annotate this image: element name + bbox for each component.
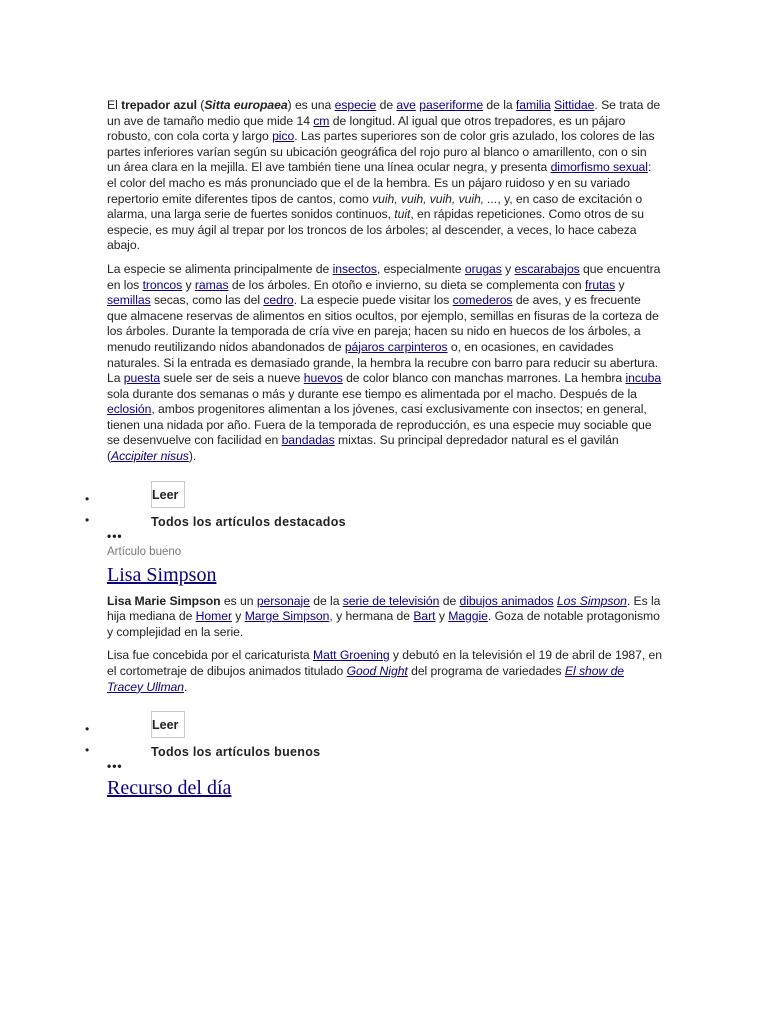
list-item	[85, 743, 663, 760]
text-run: es un	[220, 593, 257, 608]
text-run: de longitud. Al igual que otros trepadores, es un pájaro robusto, con cola corta y largo	[107, 113, 626, 144]
article-link[interactable]: bandadas	[281, 433, 335, 448]
featured-article	[107, 98, 663, 465]
italic-text: tuit	[394, 207, 411, 222]
all-featured-articles-link[interactable]: Todos los artículos destacados	[151, 514, 346, 529]
text-run: ).	[188, 449, 197, 464]
text-run: de	[376, 98, 397, 112]
text-run: y	[501, 261, 515, 276]
article-link[interactable]: eclosión	[107, 402, 152, 417]
text-run: El	[107, 98, 122, 112]
more-options-icon[interactable]: •••	[107, 528, 123, 543]
good-paragraph-2	[107, 648, 663, 695]
article-link[interactable]: dibujos animados	[459, 593, 554, 608]
text-run: y	[435, 609, 449, 624]
article-link[interactable]: cm	[313, 113, 330, 128]
main-content	[85, 98, 663, 801]
article-link[interactable]: Homer	[195, 609, 232, 624]
bullet-icon: •	[85, 743, 90, 758]
text-run: , y hermana de	[329, 609, 414, 624]
text-run: de aves, y es frecuente que almacene reservas de alimentos en sitios ocultos, por ejemplo, semillas en fisuras de la corteza de los árboles. Durante la temporada de cría vive en pareja; hacen su nido en huecos de los árboles, a menudo reutilizando nidos abandonados de	[107, 293, 659, 354]
text-run: de los árboles. En otoño e invierno, su dieta se complementa con	[228, 277, 585, 292]
text-run: mixtas. Su principal depredador natural es el gavilán (	[107, 433, 619, 464]
article-link[interactable]: comederos	[452, 293, 513, 308]
article-link[interactable]: paseriforme	[419, 98, 484, 112]
text-run: que encuentra en los	[107, 261, 661, 292]
text-run: . Goza de notable protagonismo y complejidad en la serie.	[107, 609, 660, 639]
text-run: . Las partes superiores son de color gris azulado, los colores de las partes inferiores varían según su ubicación geográfica del rojo puro al blanco o amarillento, con o sin un área clara en la mejilla. El ave también tiene una línea ocular negra, y presenta	[107, 129, 655, 175]
text-run: , ambos progenitores alimentan a los jóvenes, casi exclusivamente con insectos; en general, tienen una nidada por año. Fuera de la temporada de reproducción, es una especie muy sociable que se desenvuelve con facilidad en	[107, 402, 652, 448]
article-link[interactable]: orugas	[464, 261, 502, 276]
text-run: sola durante dos semanas o más y durante ese tiempo es alimentada por el macho. Después de la	[107, 386, 637, 401]
list-item	[85, 481, 663, 513]
bold-term: Lisa Marie Simpson	[107, 593, 221, 608]
featured-paragraph-2	[107, 262, 663, 465]
text-run: del programa de variedades	[407, 664, 565, 679]
text-run: o, en ocasiones, en cavidades naturales. Si la entrada es demasiado grande, la hembra la recubre con barro para reducir su abertura. La	[107, 339, 659, 386]
article-link[interactable]: Bart	[413, 609, 436, 624]
article-link[interactable]: incuba	[625, 371, 662, 386]
bullet-icon: •	[85, 491, 90, 506]
text-run: Lisa fue concebida por el caricaturista	[107, 648, 313, 663]
all-good-articles-link[interactable]: Todos los artículos buenos	[151, 745, 321, 760]
text-run: y	[615, 277, 625, 292]
article-link[interactable]: personaje	[256, 593, 310, 608]
featured-paragraph-1	[107, 98, 663, 254]
good-actions	[85, 711, 663, 760]
resource-of-the-day-link[interactable]: Recurso del día	[107, 777, 232, 800]
text-run: , en rápidas repeticiones. Como otros de su especie, es muy ágil al trepar por los troncos de los árboles; al descender, a veces, lo hace cabeza abajo.	[107, 207, 644, 253]
article-link[interactable]: ramas	[194, 277, 229, 292]
text-run: , especialmente	[376, 261, 465, 276]
article-link[interactable]: insectos	[332, 261, 377, 276]
text-run: de	[439, 593, 460, 608]
text-run: ) es una	[287, 98, 335, 112]
article-link[interactable]: semillas	[107, 293, 151, 308]
article-link[interactable]: serie de televisión	[342, 593, 440, 608]
text-run: : el color del macho es más pronunciado que el de la hembra. Es un pájaro ruidoso y en su variado repertorio emite diferentes tipos de cantos, como	[107, 160, 652, 206]
list-item	[85, 711, 663, 743]
text-run: , y, en caso de excitación o alarma, una larga serie de fuertes sonidos continuos,	[107, 191, 643, 222]
article-link[interactable]: ave	[396, 98, 416, 112]
read-good-button[interactable]: Leer	[151, 711, 185, 738]
article-link[interactable]: frutas	[584, 277, 616, 292]
text-run: (	[196, 98, 205, 112]
text-run: .	[184, 679, 188, 694]
article-link[interactable]: pájaros carpinteros	[344, 339, 448, 354]
good-article-title-link[interactable]: Lisa Simpson	[107, 563, 217, 586]
article-link[interactable]: cedro	[263, 293, 294, 308]
text-run: de color blanco con manchas marrones. La hembra	[342, 371, 626, 386]
bold-term: trepador azul	[121, 98, 197, 112]
article-link[interactable]: Sittidae	[554, 98, 595, 112]
article-link[interactable]: familia	[515, 98, 551, 112]
text-run: de la	[483, 98, 516, 112]
article-link[interactable]: huevos	[303, 371, 343, 386]
article-link[interactable]: Los Simpson	[556, 593, 627, 608]
good-paragraph-1	[107, 594, 663, 641]
text-run: . La especie puede visitar los	[293, 293, 453, 308]
text-run: secas, como las del	[150, 293, 264, 308]
article-link[interactable]: especie	[334, 98, 377, 112]
text-run: . Es la hija mediana de	[107, 593, 661, 624]
italic-text: vuih, vuih, vuih, vuih, ...	[372, 191, 498, 206]
article-link[interactable]: puesta	[123, 371, 161, 386]
text-run: y	[182, 277, 195, 292]
section-label: Artículo bueno	[107, 545, 182, 558]
featured-actions	[85, 481, 663, 529]
article-link[interactable]: El show de Tracey Ullman	[107, 664, 625, 694]
text-run: La especie se alimenta principalmente de	[107, 261, 333, 276]
list-item	[85, 512, 663, 529]
text-run: y debutó en la televisión el 19 de abril de 1987, en el cortometraje de dibujos animados titulado	[107, 648, 663, 679]
bullet-icon: •	[85, 722, 90, 737]
article-link[interactable]: Maggie	[448, 609, 488, 624]
article-link[interactable]: dimorfismo sexual	[550, 160, 648, 175]
text-run: . Se trata de un ave de tamaño medio que mide 14	[107, 98, 661, 128]
article-link[interactable]: Marge Simpson	[244, 609, 330, 624]
article-link[interactable]: pico	[272, 129, 295, 144]
read-featured-button[interactable]: Leer	[151, 481, 185, 508]
article-link[interactable]: Accipiter nisus	[111, 449, 189, 464]
article-link[interactable]: troncos	[142, 277, 183, 292]
good-article	[107, 545, 663, 696]
article-link[interactable]: escarabajos	[514, 261, 580, 276]
article-link[interactable]: Good Night	[346, 664, 408, 679]
scientific-name: Sitta europaea	[204, 98, 288, 112]
more-options-icon[interactable]: •••	[107, 759, 123, 774]
bullet-icon: •	[85, 512, 90, 527]
text-run: y	[231, 609, 245, 624]
text-run: suele ser de seis a nueve	[160, 371, 304, 386]
article-link[interactable]: Matt Groening	[312, 648, 390, 663]
text-run: de la	[309, 593, 343, 608]
